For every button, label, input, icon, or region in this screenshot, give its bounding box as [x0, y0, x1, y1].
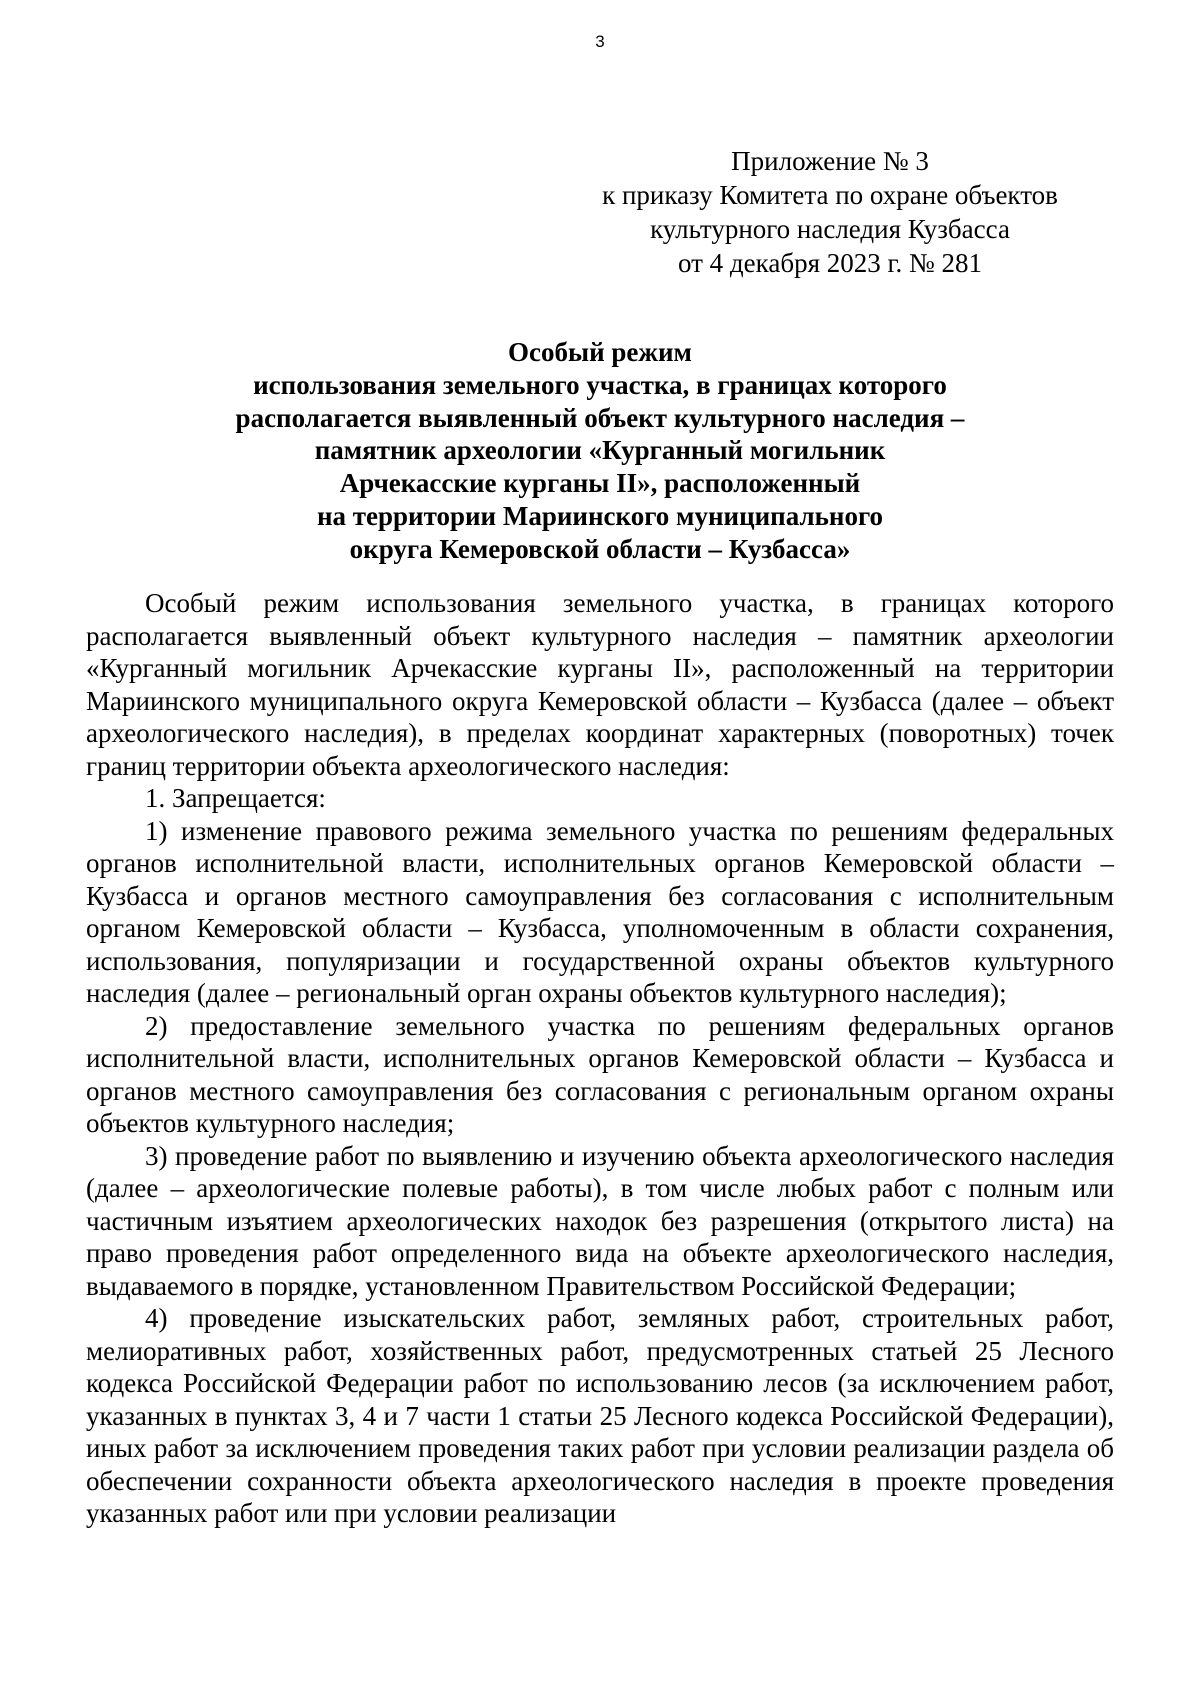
list-item-1: 1) изменение правового режима земельного участка по решениям федеральных органов исполнительной власти, исполнительных органов Кемеровской области – Кузбасса и органов местного самоуправления без согласования с исполнительным органом Кемеровской области – Кузбасса, уполномоченным в области сохранения, использования, популяризации и государственной охраны объектов культурного наследия (далее – региональный орган охраны объектов культурного наследия);	[86, 815, 1114, 1008]
list-item-4: 4) проведение изыскательских работ, земляных работ, строительных работ, мелиоративных работ, хозяйственных работ, предусмотренных статьей 25 Лесного кодекса Российской Федерации работ по использованию лесов (за исключением работ, указанных в пунктах 3, 4 и 7 части 1 статьи 25 Лесного кодекса Российской Федерации), иных работ за исключением проведения таких работ при условии реализации раздела об обеспечении сохранности объекта археологического наследия в проекте проведения указанных работ или при условии реализации	[86, 1303, 1114, 1528]
list-item-3: 3) проведение работ по выявлению и изучению объекта археологического наследия (далее – археологические полевые работы), в том числе любых работ с полным или частичным изъятием археологических находок без разрешения (открытого листа) на право проведения работ определенного вида на объекте археологического наследия, выдаваемого в порядке, установленном Правительством Российской Федерации;	[86, 1140, 1114, 1301]
list-item-2: 2) предоставление земельного участка по решениям федеральных органов исполнительной власти, исполнительных органов Кемеровской области – Кузбасса и органов местного самоуправления без согласования с региональным органом охраны объектов культурного наследия;	[86, 1010, 1114, 1138]
appendix-line: Приложение № 3	[731, 146, 929, 176]
title-line: располагается выявленный объект культурного наследия –	[235, 402, 965, 433]
document-title	[90, 336, 1110, 566]
appendix-line: к приказу Комитета по охране объектов	[602, 180, 1058, 210]
appendix-line: от 4 декабря 2023 г. № 281	[677, 248, 983, 278]
intro-paragraph: Особый режим использования земельного участка, в границах которого располагается выявленный объект культурного наследия – памятник археологии «Курганный могильник Арчекасские курганы II», расположенный на территории Мариинского муниципального округа Кемеровской области – Кузбасса (далее – объект археологического наследия), в пределах координат характерных (поворотных) точек границ территории объекта археологического наследия:	[86, 588, 1114, 781]
document-body	[86, 587, 1114, 1530]
title-line: Арчекасские курганы II», расположенный	[339, 468, 861, 499]
appendix-block	[580, 144, 1080, 280]
page-number: 3	[595, 32, 605, 51]
appendix-line: культурного наследия Кузбасса	[650, 214, 1010, 244]
title-line: памятник археологии «Курганный могильник	[314, 435, 886, 466]
title-line: округа Кемеровской области – Кузбасса»	[349, 533, 851, 564]
title-line: Особый режим	[508, 337, 692, 367]
section-heading: 1. Запрещается:	[145, 783, 326, 813]
title-line: использования земельного участка, в границах которого	[253, 369, 947, 400]
title-line: на территории Мариинского муниципального	[316, 500, 884, 531]
